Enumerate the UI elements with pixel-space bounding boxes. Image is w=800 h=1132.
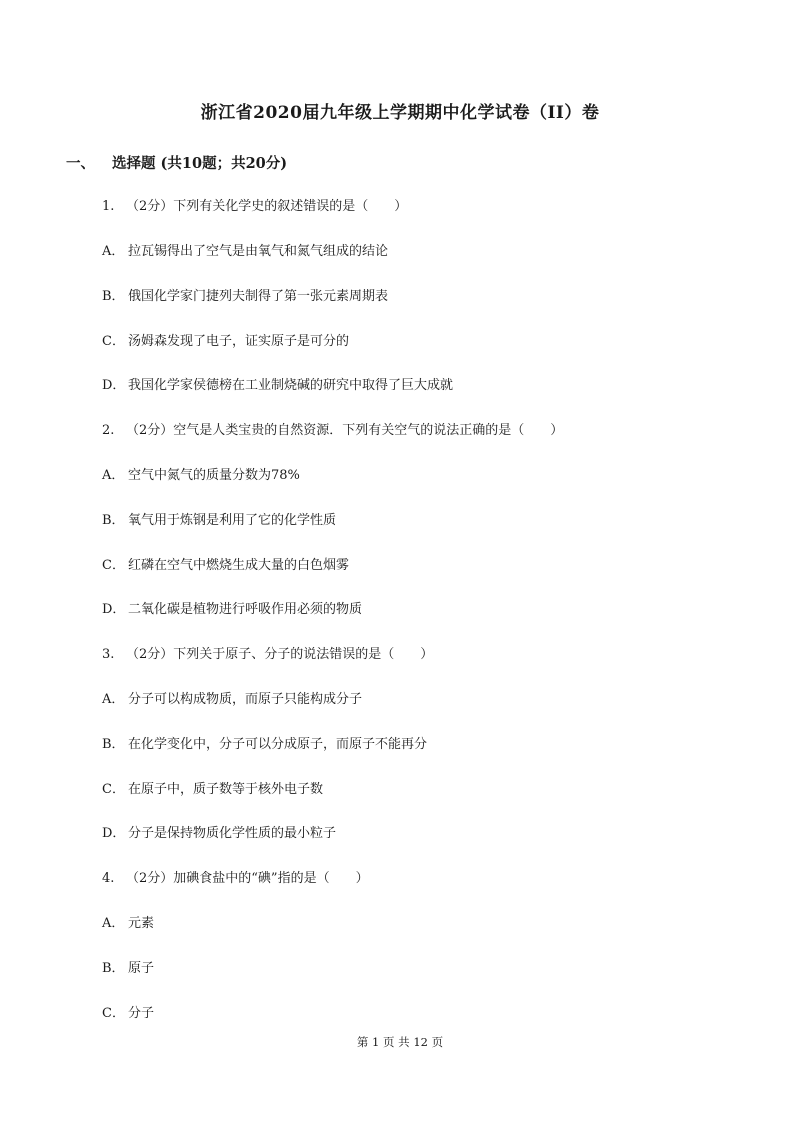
answer-option [102, 781, 323, 799]
question-text: （2分）下列有关化学史的叙述错误的是（ ） [126, 199, 408, 214]
question-number: 3. [102, 647, 115, 662]
answer-option [102, 915, 154, 933]
question-stem [102, 646, 433, 664]
page-title: 浙江省2020届九年级上学期期中化学试卷（II）卷 [200, 103, 600, 123]
option-text: 我国化学家侯德榜在工业制烧碱的研究中取得了巨大成就 [128, 378, 454, 393]
option-letter: C． [102, 334, 125, 349]
option-text: 分子可以构成物质，而原子只能构成分子 [128, 692, 363, 707]
option-text: 红磷在空气中燃烧生成大量的白色烟雾 [128, 558, 350, 573]
answer-option [102, 1005, 154, 1023]
option-text: 拉瓦锡得出了空气是由氧气和氮气组成的结论 [128, 244, 389, 259]
answer-option [102, 467, 300, 485]
option-text: 空气中氮气的质量分数为78% [128, 468, 300, 483]
option-letter: A． [102, 244, 125, 259]
question-stem [102, 422, 563, 440]
answer-option [102, 825, 336, 843]
option-letter: C． [102, 1006, 125, 1021]
option-text: 在化学变化中，分子可以分成原子，而原子不能再分 [128, 737, 428, 752]
option-text: 元素 [128, 916, 155, 931]
page-footer: 第 1 页 共 12 页 [356, 1035, 444, 1049]
option-letter: B． [102, 289, 125, 304]
section-title: 选择题 (共10题；共20分) [112, 155, 288, 172]
option-letter: D． [102, 602, 126, 617]
option-text: 氧气用于炼钢是利用了它的化学性质 [128, 513, 337, 528]
option-text: 在原子中，质子数等于核外电子数 [128, 782, 324, 797]
question-text: （2分）空气是人类宝贵的自然资源．下列有关空气的说法正确的是（ ） [126, 423, 564, 438]
option-letter: D． [102, 378, 126, 393]
option-text: 分子是保持物质化学性质的最小粒子 [128, 826, 337, 841]
section-number: 一、 [66, 155, 95, 172]
answer-option [102, 512, 336, 530]
question-text: （2分）下列关于原子、分子的说法错误的是（ ） [126, 647, 434, 662]
option-text: 二氧化碳是植物进行呼吸作用必须的物质 [128, 602, 363, 617]
answer-option [102, 601, 362, 619]
answer-option [102, 736, 427, 754]
question-text: （2分）加碘食盐中的“碘”指的是（ ） [126, 871, 369, 886]
option-letter: A． [102, 692, 125, 707]
option-letter: C． [102, 782, 125, 797]
option-text: 原子 [128, 961, 155, 976]
option-text: 分子 [128, 1006, 155, 1021]
question-number: 2. [102, 423, 115, 438]
option-letter: B． [102, 961, 125, 976]
option-letter: A． [102, 916, 125, 931]
option-letter: C． [102, 558, 125, 573]
section-heading [66, 152, 287, 173]
question-number: 4. [102, 871, 115, 886]
answer-option [102, 288, 388, 306]
answer-option [102, 691, 362, 709]
option-text: 汤姆森发现了电子，证实原子是可分的 [128, 334, 350, 349]
answer-option [102, 377, 453, 395]
option-letter: D． [102, 826, 126, 841]
option-letter: B． [102, 513, 125, 528]
answer-option [102, 333, 349, 351]
answer-option [102, 243, 388, 261]
question-stem [102, 870, 369, 888]
answer-option [102, 960, 154, 978]
question-number: 1. [102, 199, 115, 214]
option-letter: A． [102, 468, 125, 483]
question-stem [102, 198, 407, 216]
option-text: 俄国化学家门捷列夫制得了第一张元素周期表 [128, 289, 389, 304]
answer-option [102, 557, 349, 575]
option-letter: B． [102, 737, 125, 752]
